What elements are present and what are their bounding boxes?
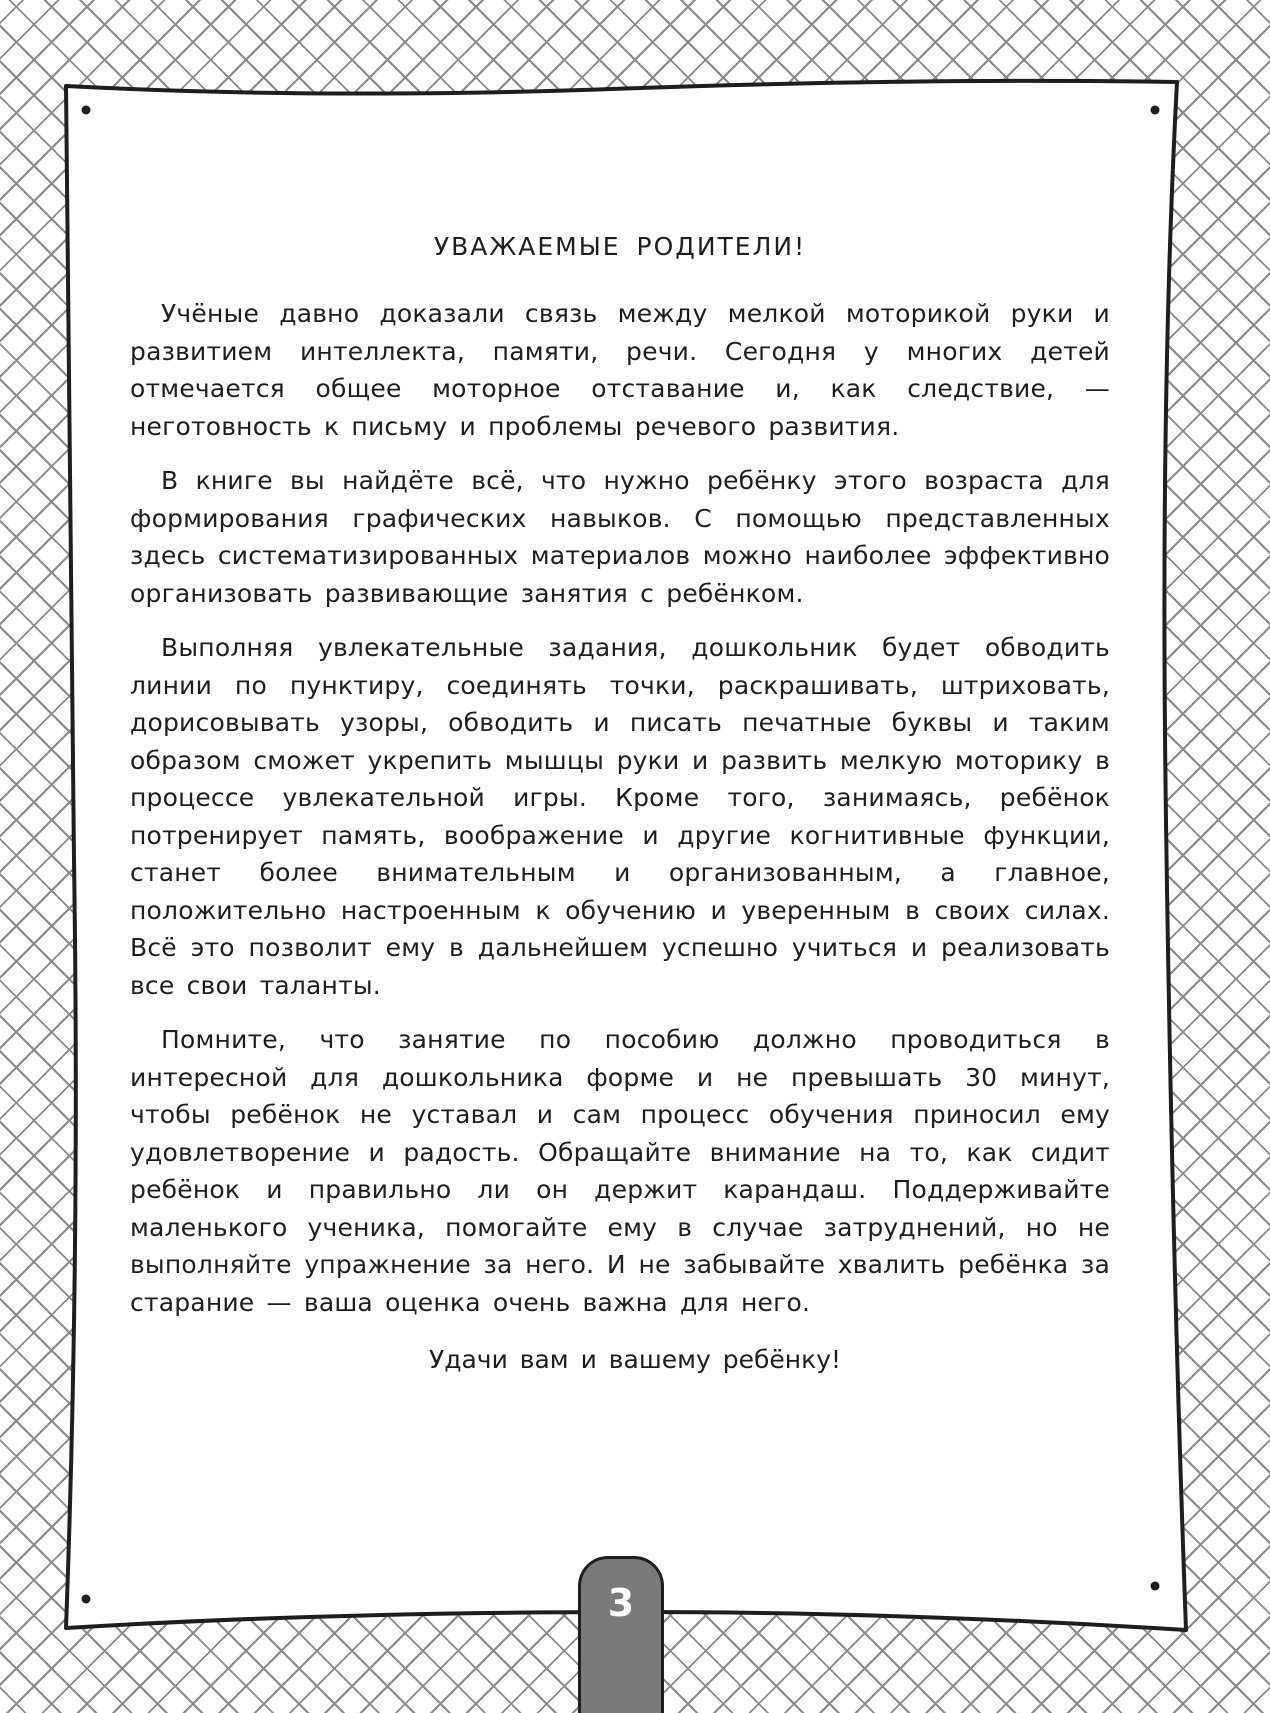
pin-dot-bottom-left bbox=[82, 1595, 91, 1604]
paragraph-1: Учёные давно доказали связь между мелкой моторикой руки и развитием интеллекта, памяти, речи. Сегодня у многих детей отмечается общее моторное отставание и, как следствие, — неготовность к письму и проблемы речевого развития. bbox=[130, 299, 1110, 441]
pin-dot-top-left bbox=[82, 106, 91, 115]
page-number-tab bbox=[578, 1556, 664, 1713]
pin-dot-bottom-right bbox=[1151, 1582, 1160, 1591]
paragraph-3: Выполняя увлекательные задания, дошкольник будет обводить линии по пунктиру, соединять точки, раскрашивать, штриховать, дорисовывать узоры, обводить и писать печатные буквы и таким образом сможет укрепить мышцы руки и развить мелкую моторику в процессе увлекательной игры. Кроме того, занимаясь, ребёнок потренирует память, воображение и другие когнитивные функции, станет более внимательным и организованным, а главное, положительно настроенным к обучению и уверенным в своих силах. Всё это позволит ему в дальнейшем успешно учиться и реализовать все свои таланты. bbox=[130, 633, 1110, 1000]
page-title: УВАЖАЕМЫЕ РОДИТЕЛИ! bbox=[433, 232, 807, 261]
paragraph-2: В книге вы найдёте всё, что нужно ребёнку этого возраста для формирования графических навыков. С помощью представленных здесь систематизированных материалов можно наиболее эффективно организовать развивающие занятия с ребёнком. bbox=[130, 466, 1110, 608]
closing-line: Удачи вам и вашему ребёнку! bbox=[428, 1345, 842, 1374]
paragraph-4: Помните, что занятие по пособию должно проводиться в интересной для дошкольника форме и не превышать 30 минут, чтобы ребёнок не уставал и сам процесс обучения приносил ему удовлетворение и радость. Обращайте внимание на то, как сидит ребёнок и правильно ли он держит карандаш. Поддерживайте маленького ученика, помогайте ему в случае затруднений, но не выполняйте упражнение за него. И не забывайте хвалить ребёнка за старание — ваша оценка очень важна для него. bbox=[130, 1025, 1110, 1317]
letter-content bbox=[130, 232, 1110, 1374]
pin-dot-top-right bbox=[1151, 106, 1160, 115]
page-number: 3 bbox=[607, 1581, 635, 1625]
